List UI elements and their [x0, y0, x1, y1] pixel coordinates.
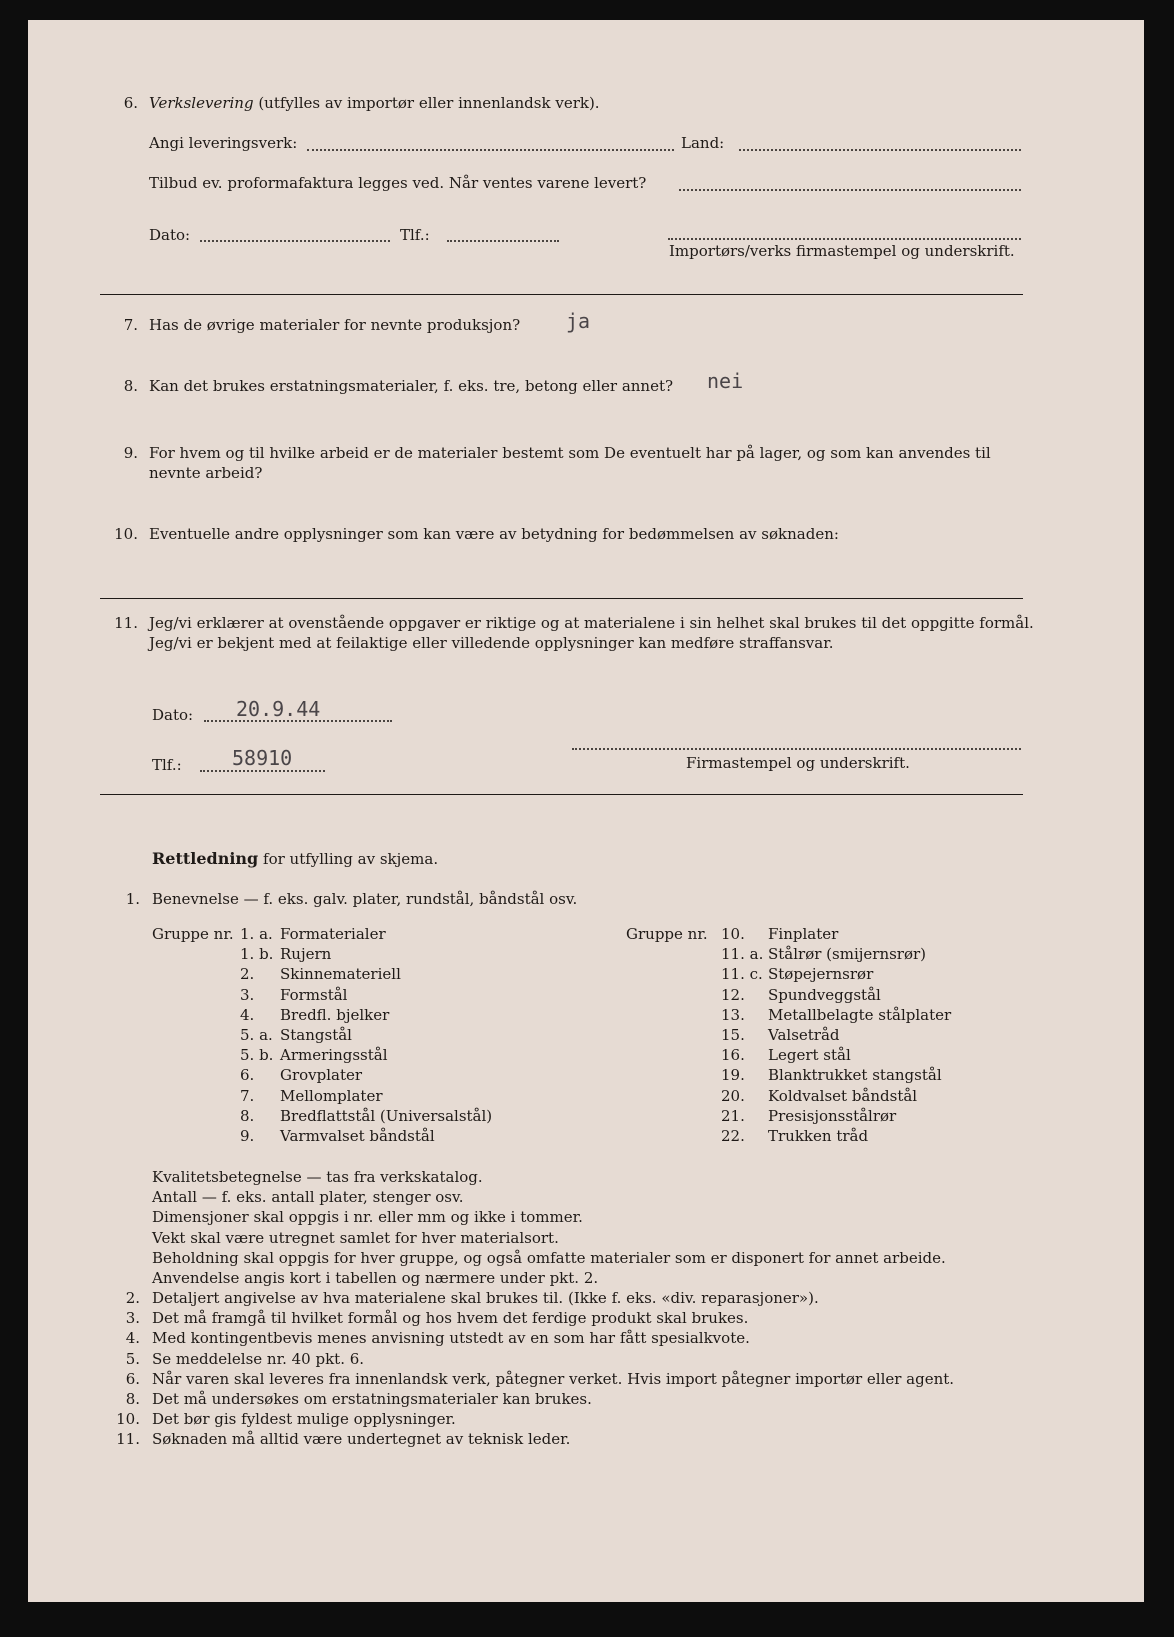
- group-right-number: 20.: [721, 1086, 745, 1105]
- guide-title: [152, 850, 438, 868]
- q6-heading: [149, 94, 600, 112]
- guide-note: Anvendelse angis kort i tabellen og nærmere under pkt. 2.: [152, 1269, 599, 1287]
- q9-line2: nevnte arbeid?: [149, 464, 263, 482]
- group-left-name: Armeringsstål: [280, 1046, 388, 1065]
- group-right-name: Metallbelagte stålplater: [768, 1005, 952, 1024]
- divider-2: [100, 598, 1023, 599]
- q11-line2: Jeg/vi er bekjent med at feilaktige eller villedende opplysninger kan medføre straffansvar.: [149, 634, 834, 652]
- group-right-number: 21.: [721, 1106, 745, 1125]
- group-right-name: Trukken tråd: [768, 1127, 869, 1145]
- group-left-name: Skinnemateriell: [280, 965, 401, 984]
- group-left-name: Bredflattstål (Universalstål): [280, 1106, 493, 1125]
- guide-numbered-index: 6.: [125, 1369, 140, 1388]
- guide-numbered-text: Det bør gis fyldest mulige opplysninger.: [152, 1410, 456, 1429]
- group-left-number: 1. a.: [240, 925, 273, 943]
- guide-numbered-index: 8.: [125, 1390, 140, 1408]
- group-right-name: Finplater: [768, 925, 839, 943]
- q11-dato-value: 20.9.44: [236, 697, 321, 721]
- group-right-number: 22.: [721, 1127, 745, 1145]
- q8-text: Kan det brukes erstatningsmaterialer, f. eks. tre, betong eller annet?: [149, 377, 674, 395]
- guide-note: Beholdning skal oppgis for hver gruppe, og også omfatte materialer som er disponert for annet arbeide.: [152, 1248, 946, 1267]
- group-right-name: Støpejernsrør: [768, 965, 874, 984]
- group-left-name: Formstål: [280, 985, 348, 1004]
- q6-tlf-label: Tlf.:: [400, 226, 430, 244]
- guide-title-rest: for utfylling av skjema.: [263, 850, 439, 868]
- gruppe-label-right: Gruppe nr.: [626, 925, 708, 943]
- q6-tlf-field[interactable]: [447, 240, 559, 242]
- guide-numbered-index: 3.: [125, 1309, 140, 1328]
- group-right-name: Legert stål: [768, 1046, 851, 1065]
- guide-note: Kvalitetsbetegnelse — tas fra verkskatalog.: [152, 1168, 483, 1186]
- group-right-name: Valsetråd: [768, 1026, 840, 1044]
- guide-numbered-index: 11.: [116, 1430, 140, 1449]
- q11-line1: Jeg/vi erklærer at ovenstående oppgaver er riktige og at materialene i sin helhet skal brukes til det oppgitte formål.: [149, 614, 1034, 632]
- group-right-number: 15.: [721, 1026, 745, 1044]
- q7-number: 7.: [123, 316, 138, 334]
- q11-dato-label: Dato:: [152, 706, 194, 724]
- guide-numbered-text: Detaljert angivelse av hva materialene skal brukes til. (Ikke f. eks. «div. reparasjoner»).: [152, 1289, 819, 1307]
- q7-answer: ja: [566, 309, 591, 333]
- q8-answer: nei: [707, 369, 744, 393]
- guide-note: Vekt skal være utregnet samlet for hver materialsort.: [152, 1228, 559, 1247]
- group-left-number: 3.: [240, 985, 255, 1004]
- q6-dato-field[interactable]: [200, 240, 390, 242]
- q8-number: 8.: [123, 377, 138, 395]
- guide-title-bold: Rettledning: [152, 849, 259, 868]
- group-left-number: 9.: [240, 1127, 255, 1145]
- group-right-name: Blanktrukket stangstål: [768, 1066, 942, 1085]
- divider-1: [100, 294, 1023, 295]
- levert-field[interactable]: [679, 189, 1021, 191]
- q11-tlf-field[interactable]: [200, 770, 325, 772]
- divider-3: [100, 794, 1023, 795]
- leveringsverk-label: Angi leveringsverk:: [149, 134, 298, 152]
- guide-numbered-text: Med kontingentbevis menes anvisning utstedt av en som har fått spesialkvote.: [152, 1329, 750, 1348]
- q6-subtitle: (utfylles av importør eller innenlandsk verk).: [258, 94, 600, 112]
- leveringsverk-field[interactable]: [307, 149, 674, 151]
- group-left-number: 6.: [240, 1066, 255, 1085]
- guide-numbered-index: 5.: [125, 1349, 140, 1368]
- q9-line1: For hvem og til hvilke arbeid er de materialer bestemt som De eventuelt har på lager, og som kan anvendes til: [149, 444, 991, 462]
- gruppe-label-left: Gruppe nr.: [152, 925, 234, 943]
- group-left-name: Formaterialer: [280, 925, 386, 943]
- q10-text: Eventuelle andre opplysninger som kan være av betydning for bedømmelsen av søknaden:: [149, 525, 839, 543]
- group-left-number: 2.: [240, 965, 255, 984]
- q11-number: 11.: [114, 614, 138, 632]
- group-left-number: 4.: [240, 1005, 255, 1024]
- group-left-number: 5. b.: [240, 1046, 274, 1065]
- guide-note: Antall — f. eks. antall plater, stenger osv.: [152, 1188, 464, 1207]
- form-page: [28, 20, 1144, 1602]
- q6-signature-line[interactable]: [668, 238, 1021, 240]
- q6-signature-caption: Importørs/verks firmastempel og underskrift.: [669, 242, 1015, 260]
- group-right-number: 16.: [721, 1046, 745, 1065]
- group-left-name: Bredfl. bjelker: [280, 1005, 390, 1024]
- guide-numbered-index: 2.: [125, 1289, 140, 1307]
- guide-item1-text: Benevnelse — f. eks. galv. plater, rundstål, båndstål osv.: [152, 890, 578, 908]
- group-left-number: 7.: [240, 1086, 255, 1105]
- group-right-number: 10.: [721, 925, 745, 943]
- guide-numbered-index: 4.: [125, 1329, 140, 1348]
- guide-numbered-index: 10.: [116, 1410, 140, 1429]
- q6-dato-label: Dato:: [149, 226, 191, 244]
- guide-numbered-text: Se meddelelse nr. 40 pkt. 6.: [152, 1349, 365, 1368]
- guide-item1-number: 1.: [125, 890, 140, 908]
- group-left-number: 5. a.: [240, 1026, 273, 1044]
- group-left-name: Varmvalset båndstål: [280, 1127, 435, 1145]
- group-right-name: Spundveggstål: [768, 985, 881, 1004]
- group-right-number: 19.: [721, 1066, 745, 1085]
- group-left-number: 1. b.: [240, 945, 274, 964]
- land-field[interactable]: [739, 149, 1021, 151]
- group-right-name: Koldvalset båndstål: [768, 1086, 918, 1105]
- group-right-number: 13.: [721, 1005, 745, 1024]
- q11-signature-line[interactable]: [572, 748, 1021, 750]
- q6-number: 6.: [123, 94, 138, 112]
- group-left-name: Rujern: [280, 945, 332, 964]
- q11-tlf-label: Tlf.:: [152, 756, 182, 774]
- q11-signature-caption: Firmastempel og underskrift.: [686, 754, 910, 772]
- group-right-number: 11. a.: [721, 945, 764, 964]
- tilbud-text: Tilbud ev. proformafaktura legges ved. Når ventes varene levert?: [149, 174, 647, 192]
- group-left-name: Grovplater: [280, 1066, 363, 1085]
- group-right-name: Presisjonsstålrør: [768, 1106, 897, 1125]
- q9-number: 9.: [123, 444, 138, 462]
- guide-note: Dimensjoner skal oppgis i nr. eller mm og ikke i tommer.: [152, 1208, 583, 1227]
- guide-numbered-text: Når varen skal leveres fra innenlandsk verk, påtegner verket. Hvis import påtegner importør eller agent.: [152, 1369, 955, 1388]
- group-left-number: 8.: [240, 1106, 255, 1125]
- group-left-name: Stangstål: [280, 1026, 352, 1044]
- q11-tlf-value: 58910: [232, 746, 293, 770]
- guide-numbered-text: Søknaden må alltid være undertegnet av teknisk leder.: [152, 1430, 571, 1449]
- q6-title: Verkslevering: [149, 94, 254, 112]
- q10-number: 10.: [114, 525, 138, 543]
- group-right-name: Stålrør (smijernsrør): [768, 945, 927, 964]
- guide-numbered-text: Det må framgå til hvilket formål og hos hvem det ferdige produkt skal brukes.: [152, 1309, 749, 1328]
- group-right-number: 12.: [721, 985, 745, 1004]
- group-left-name: Mellomplater: [280, 1086, 383, 1105]
- land-label: Land:: [681, 134, 725, 152]
- guide-numbered-text: Det må undersøkes om erstatningsmaterialer kan brukes.: [152, 1390, 592, 1408]
- group-right-number: 11. c.: [721, 965, 763, 984]
- q7-text: Has de øvrige materialer for nevnte produksjon?: [149, 316, 521, 334]
